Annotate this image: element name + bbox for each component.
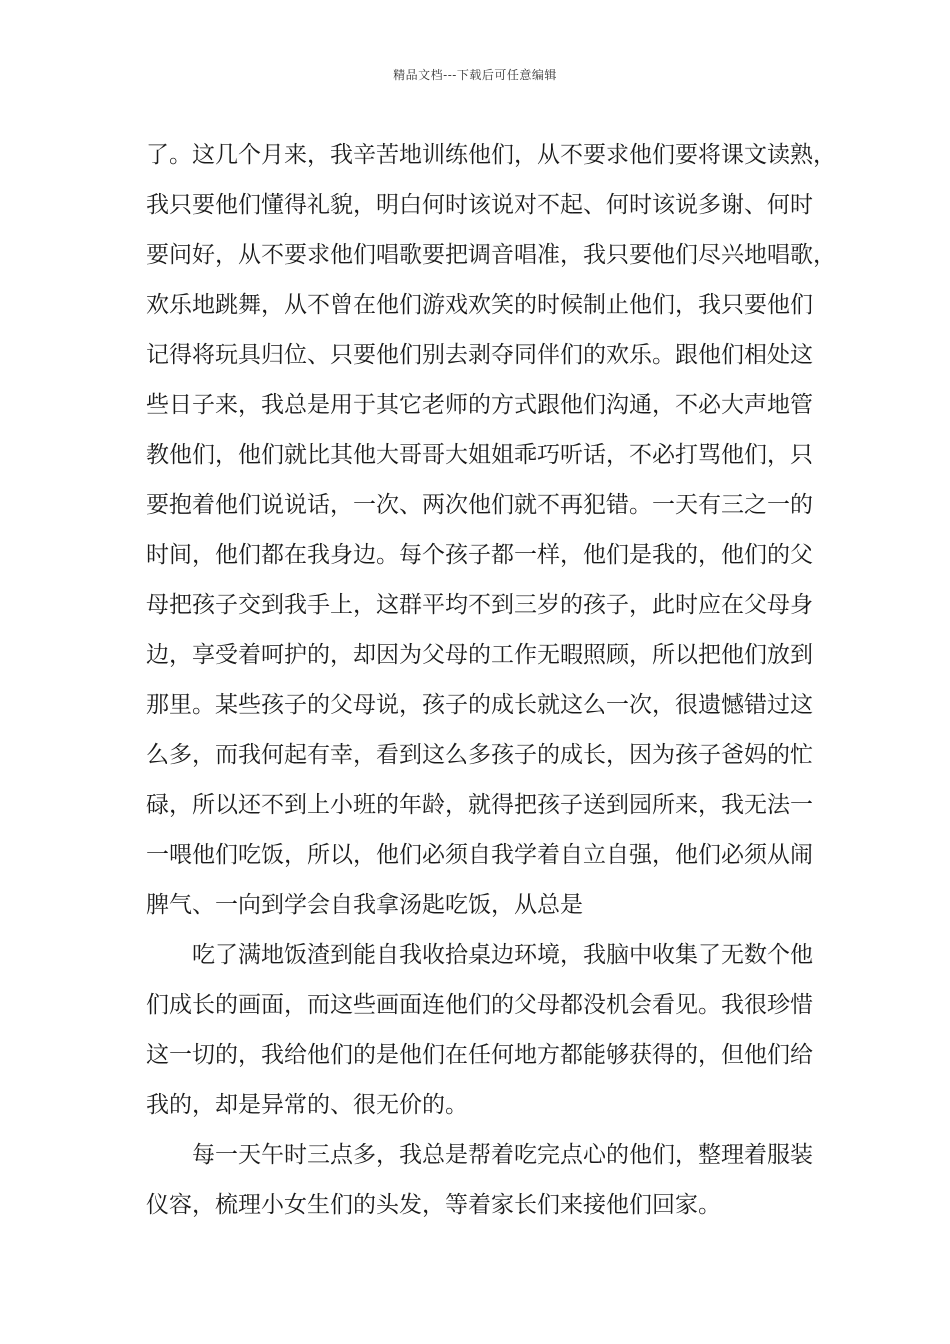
document-body bbox=[146, 130, 836, 1230]
paragraph bbox=[146, 130, 836, 930]
text-line: 边，享受着呵护的，却因为父母的工作无暇照顾，所以把他们放到 bbox=[146, 642, 813, 668]
text-line: 记得将玩具归位、只要他们别去剥夺同伴们的欢乐。跟他们相处这 bbox=[146, 342, 813, 368]
text-line: 么多，而我何起有幸，看到这么多孩子的成长，因为孩子爸妈的忙 bbox=[146, 742, 813, 768]
text-line: 脾气、一向到学会自我拿汤匙吃饭，从总是 bbox=[146, 892, 583, 918]
text-line: 每一天午时三点多，我总是帮着吃完点心的他们，整理着服装 bbox=[192, 1142, 813, 1168]
text-line: 这一切的，我给他们的是他们在任何地方都能够获得的，但他们给 bbox=[146, 1042, 813, 1068]
text-line: 一喂他们吃饭，所以，他们必须自我学着自立自强，他们必须从闹 bbox=[146, 842, 813, 868]
text-line: 了。这几个月来，我辛苦地训练他们，从不要求他们要将课文读熟， bbox=[146, 142, 836, 168]
text-line: 我只要他们懂得礼貌，明白何时该说对不起、何时该说多谢、何时 bbox=[146, 192, 813, 218]
text-line: 吃了满地饭渣到能自我收拾桌边环境，我脑中收集了无数个他 bbox=[192, 942, 813, 968]
paragraph bbox=[146, 1130, 836, 1230]
text-line: 教他们，他们就比其他大哥哥大姐姐乖巧听话，不必打骂他们，只 bbox=[146, 442, 813, 468]
text-line: 欢乐地跳舞，从不曾在他们游戏欢笑的时候制止他们，我只要他们 bbox=[146, 292, 813, 318]
text-line: 些日子来，我总是用于其它老师的方式跟他们沟通，不必大声地管 bbox=[146, 392, 813, 418]
text-line: 那里。某些孩子的父母说，孩子的成长就这么一次，很遗憾错过这 bbox=[146, 692, 813, 718]
paragraph bbox=[146, 930, 836, 1130]
text-line: 碌，所以还不到上小班的年龄，就得把孩子送到园所来，我无法一 bbox=[146, 792, 813, 818]
text-line: 仪容，梳理小女生们的头发，等着家长们来接他们回家。 bbox=[146, 1192, 721, 1218]
text-line: 我的，却是异常的、很无价的。 bbox=[146, 1092, 468, 1118]
text-line: 要问好，从不要求他们唱歌要把调音唱准，我只要他们尽兴地唱歌， bbox=[146, 242, 836, 268]
text-line: 母把孩子交到我手上，这群平均不到三岁的孩子，此时应在父母身 bbox=[146, 592, 813, 618]
text-line: 要抱着他们说说话，一次、两次他们就不再犯错。一天有三之一的 bbox=[146, 492, 813, 518]
page-header: 精品文档---下载后可任意编辑 bbox=[393, 68, 557, 82]
text-line: 时间，他们都在我身边。每个孩子都一样，他们是我的，他们的父 bbox=[146, 542, 813, 568]
text-line: 们成长的画面，而这些画面连他们的父母都没机会看见。我很珍惜 bbox=[146, 992, 813, 1018]
